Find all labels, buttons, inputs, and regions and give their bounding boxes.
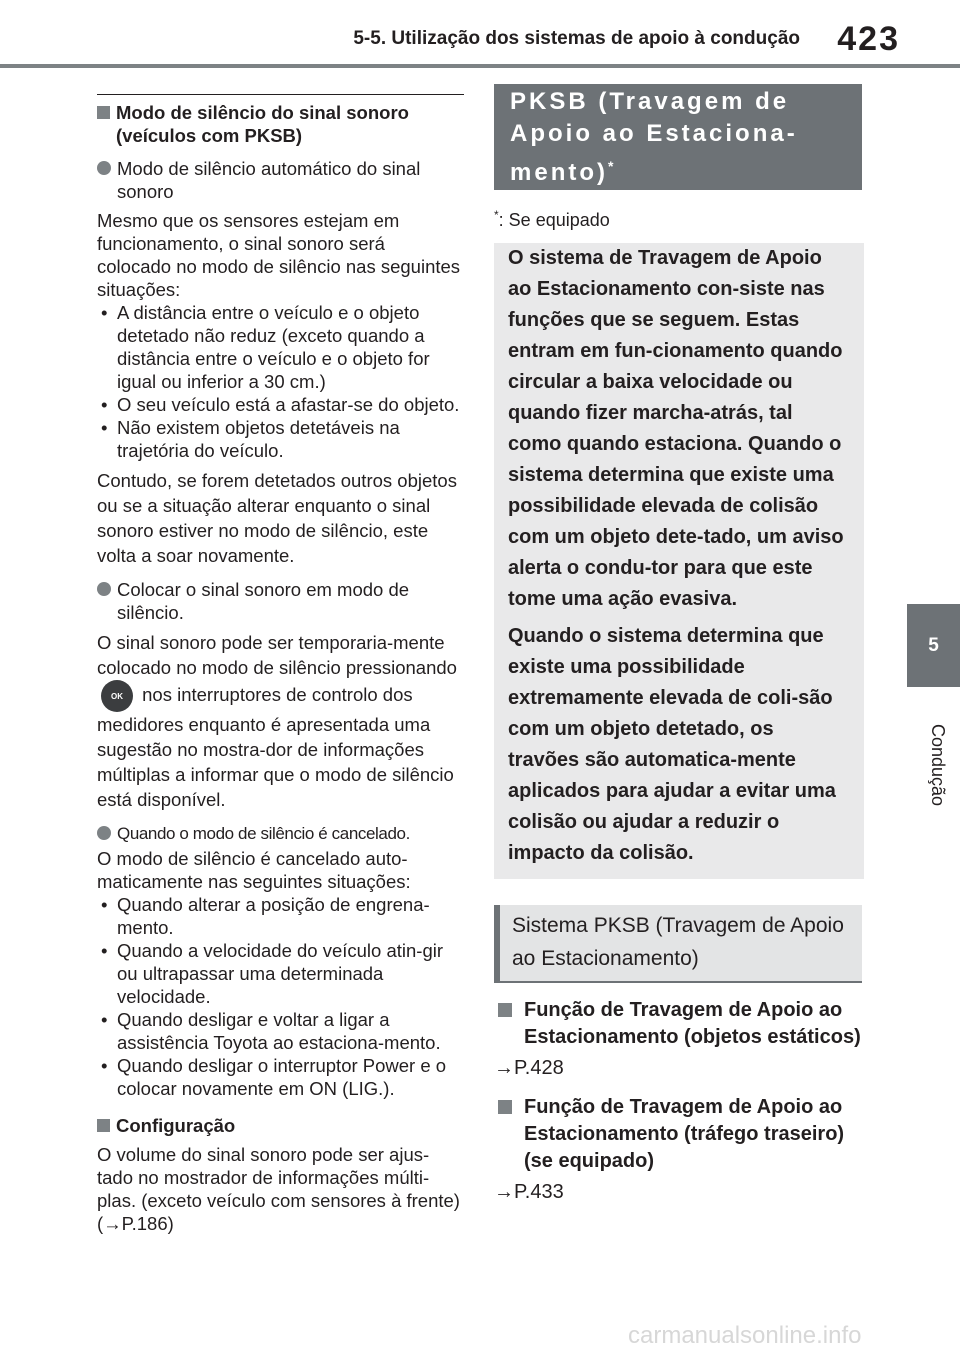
subheading-manual-mute: Colocar o sinal sonoro em modo de silêncio.: [97, 578, 464, 624]
list-item: • O seu veículo está a afastar-se do objeto.: [97, 393, 464, 416]
intro-paragraph: Quando o sistema determina que existe uma possibilidade extremamente elevada de coli-são com um objeto detetado, os travões são automatica-mente aplicados para ajudar a evitar uma colisão ou ajudar a reduzir o impacto da colisão.: [508, 625, 836, 864]
square-bullet-icon: [97, 106, 110, 119]
intro-box: [494, 243, 864, 879]
circle-bullet-icon: [97, 582, 111, 596]
heading-rear-traffic: Função de Travagem de Apoio ao Estacionamento (tráfego traseiro) (se equipado): [494, 1094, 864, 1175]
list-item: • Quando desligar o interruptor Power e o colocar novamente em ON (LIG.).: [97, 1054, 464, 1100]
heading-configuration: Configuração: [97, 1114, 464, 1137]
side-tab-number: 5: [928, 634, 939, 656]
heading-silent-mode: Modo de silêncio do sinal sonoro (veículos com PKSB): [97, 101, 464, 147]
square-bullet-icon: [498, 1003, 512, 1017]
config-text: O volume do sinal sonoro pode ser ajus-tado no mostrador de informações múlti-plas. (exceto veículo com sensores à frente) (→P.186): [97, 1144, 460, 1234]
heading-static-objects: Função de Travagem de Apoio ao Estacionamento (objetos estáticos): [494, 997, 864, 1051]
right-column: [494, 84, 864, 1218]
cancel-list: [97, 893, 464, 1100]
auto-mute-after-text: Contudo, se forem detetados outros objetos ou se a situação alterar enquanto o sinal sonoro estiver no modo de silêncio, este volta a soar novamente.: [97, 470, 457, 566]
page-number: 423: [837, 20, 900, 58]
page-reference-link[interactable]: →P.428: [494, 1057, 564, 1079]
cancel-text: O modo de silêncio é cancelado auto-maticamente nas seguintes situações:: [97, 848, 411, 892]
auto-mute-list: [97, 301, 464, 462]
square-bullet-icon: [498, 1100, 512, 1114]
list-item: • Quando a velocidade do veículo atin-gir ou ultrapassar uma determinada velocidade.: [97, 939, 464, 1008]
page-reference-link[interactable]: →P.433: [494, 1181, 564, 1203]
intro-paragraph: O sistema de Travagem de Apoio ao Estacionamento con-siste nas funções que se seguem. Estas entram em fun-cionamento quando circular a baixa velocidade ou quando fizer marcha-atrás, tal como quando estaciona. Quando o sistema determina que existe uma possibilidade elevada de colisão com um objeto dete-tado, um aviso alerta o condu-tor para que este tome uma ação evasiva.: [508, 247, 844, 610]
list-item: • A distância entre o veículo e o objeto detetado não reduz (exceto quando a distância entre o veículo e o objeto for igual ou inferior a 30 cm.): [97, 301, 464, 393]
footnote: *: Se equipado: [494, 208, 610, 230]
manual-mute-text: O sinal sonoro pode ser temporaria-mente colocado no modo de silêncio pressionando OK nos interruptores de controlo dos medidores enquanto é apresentada uma sugestão no mostra-dor de informações múltiplas a informar que o modo de silêncio está disponível.: [97, 632, 457, 810]
section-title: 5-5. Utilização dos sistemas de apoio à condução: [353, 28, 800, 49]
circle-bullet-icon: [97, 826, 111, 840]
list-item: • Quando desligar e voltar a ligar a assistência Toyota ao estaciona-mento.: [97, 1008, 464, 1054]
subheading-auto-mute: Modo de silêncio automático do sinal sonoro: [97, 157, 464, 203]
list-item: • Quando alterar a posição de engrena-mento.: [97, 893, 464, 939]
square-bullet-icon: [97, 1119, 110, 1132]
section-rule: [97, 94, 464, 95]
side-tab[interactable]: [907, 604, 960, 687]
list-item: • Não existem objetos detetáveis na trajetória do veículo.: [97, 416, 464, 462]
pksb-banner: PKSB (Travagem de Apoio ao Estaciona-mento)*: [494, 84, 862, 190]
watermark: carmanualsonline.info: [628, 1322, 862, 1349]
circle-bullet-icon: [97, 161, 111, 175]
ok-button-icon: OK: [101, 680, 133, 712]
system-banner: Sistema PKSB (Travagem de Apoio ao Estacionamento): [494, 905, 862, 983]
side-tab-label: Condução: [928, 723, 948, 807]
auto-mute-text: Mesmo que os sensores estejam em funcionamento, o sinal sonoro será colocado no modo de silêncio nas seguintes situações:: [97, 210, 461, 300]
subheading-cancel: Quando o modo de silêncio é cancelado.: [97, 822, 464, 845]
header-rule: [0, 64, 960, 68]
left-column: [97, 94, 464, 1235]
